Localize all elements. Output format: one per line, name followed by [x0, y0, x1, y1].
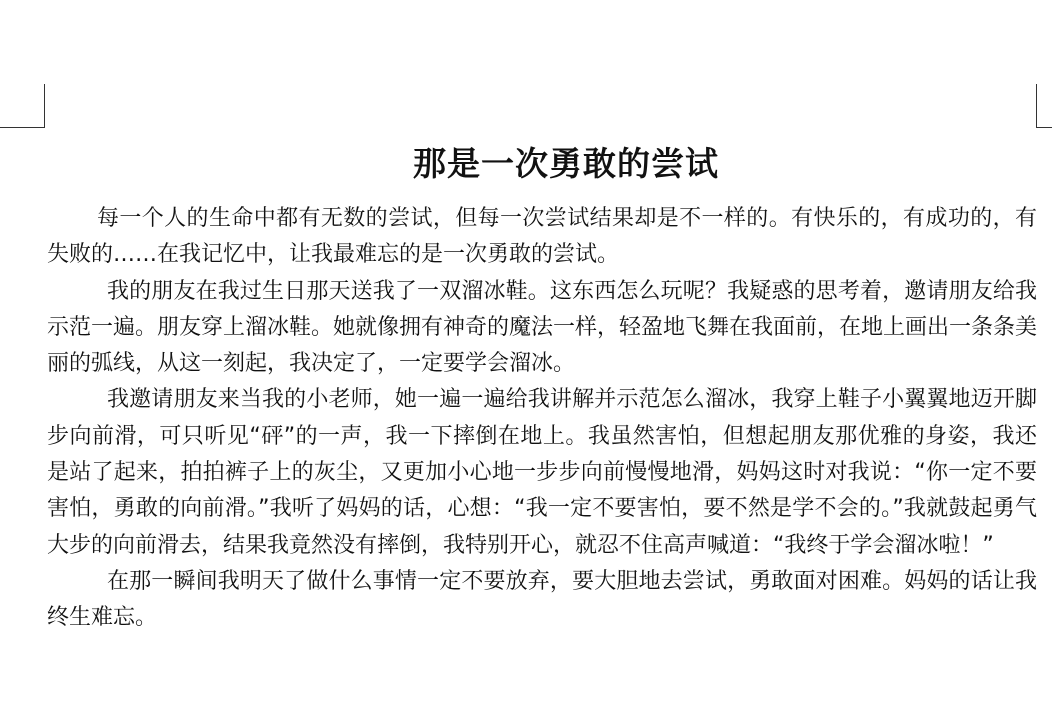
document-title: 那是一次勇敢的尝试: [413, 144, 719, 183]
paragraph-1: 每一个人的生命中都有无数的尝试，但每一次尝试结果却是不一样的。有快乐的，有成功的，有失败的……在我记忆中，让我最难忘的是一次勇敢的尝试。: [47, 206, 1037, 268]
crop-mark-top-left: [0, 84, 45, 128]
paragraph-2: 我的朋友在我过生日那天送我了一双溜冰鞋。这东西怎么玩呢？我疑惑的思考着，邀请朋友给我示范一遍。朋友穿上溜冰鞋。她就像拥有神奇的魔法一样，轻盈地飞舞在我面前，在地上画出一条条美丽的弧线，从这一刻起，我决定了，一定要学会溜冰。: [47, 278, 1038, 377]
paragraph-4: 在那一瞬间我明天了做什么事情一定不要放弃，要大胆地去尝试，勇敢面对困难。妈妈的话让我终生难忘。: [47, 568, 1037, 631]
paragraph-3: 我邀请朋友来当我的小老师，她一遍一遍给我讲解并示范怎么溜冰，我穿上鞋子小翼翼地迈开脚步向前滑，可只听见“砰”的一声，我一下摔倒在地上。我虽然害怕，但想起朋友那优雅的身姿，我还是站了起来，拍拍裤子上的灰尘，又更加小心地一步步向前慢慢地滑，妈妈这时对我说：“你一定不要害怕，勇敢的向前滑。”我听了妈妈的话，心想：“我一定不要害怕，要不然是学不会的。”我就鼓起勇气大步的向前滑去，结果我竟然没有摔倒，我特别开心，就忍不住高声喊道：“我终于学会溜冰啦！”: [47, 387, 1037, 558]
crop-mark-top-right: [1036, 84, 1052, 128]
document-body: [47, 201, 1037, 637]
